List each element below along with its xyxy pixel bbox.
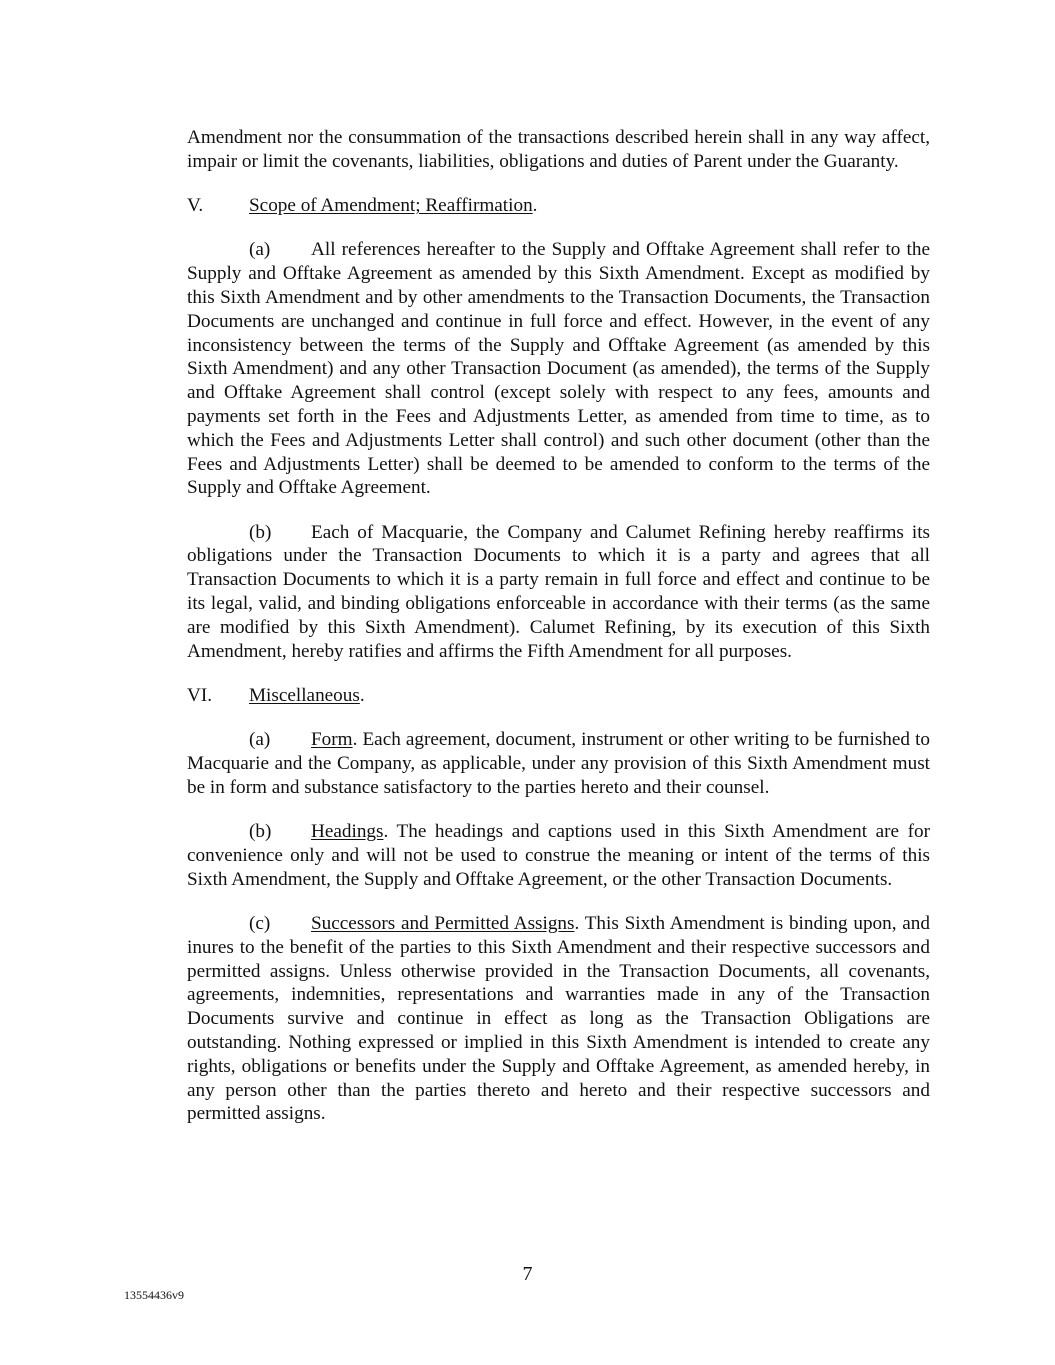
section-v-paragraph-b bbox=[187, 521, 930, 664]
paragraph-caption: Headings bbox=[311, 821, 384, 843]
paragraph-text: . Each agreement, document, instrument or other writing to be furnished to Macquarie and the Company, as applicable, under any provision of this Sixth Amendment must be in form and substance satisfactory to the parties hereto and their counsel. bbox=[187, 729, 930, 798]
section-vi-title: Miscellaneous bbox=[249, 684, 360, 706]
section-v-title: Scope of Amendment; Reaffirmation bbox=[249, 195, 533, 217]
section-v-heading bbox=[187, 194, 930, 218]
paragraph-label: (a) bbox=[249, 729, 271, 751]
paragraph-label: (b) bbox=[249, 821, 272, 843]
document-page bbox=[187, 126, 930, 1147]
section-vi-title-suffix: . bbox=[359, 684, 365, 706]
document-id: 13554436v9 bbox=[124, 1288, 184, 1302]
page-number: 7 bbox=[522, 1263, 533, 1285]
intro-paragraph: Amendment nor the consummation of the transactions described herein shall in any way affect, impair or limit the covenants, liabilities, obligations and duties of Parent under the Guaranty. bbox=[187, 127, 930, 172]
section-v-title-suffix: . bbox=[532, 195, 538, 217]
paragraph-label: (c) bbox=[249, 913, 271, 935]
paragraph-caption: Successors and Permitted Assigns bbox=[311, 913, 575, 935]
paragraph-label: (a) bbox=[249, 239, 271, 261]
paragraph-text: . This Sixth Amendment is binding upon, and inures to the benefit of the parties to this Sixth Amendment and their respective successors and permitted assigns. Unless otherwise provided in the Transaction Documents, all covenants, agreements, indemnities, representations and warranties made in any of the Transaction Documents survive and continue in effect as long as the Transaction Obligations are outstanding. Nothing expressed or implied in this Sixth Amendment is intended to create any rights, obligations or benefits under the Supply and Offtake Agreement, as amended hereby, in any person other than the parties thereto and hereto and their respective successors and permitted assigns. bbox=[187, 913, 930, 1125]
section-vi-paragraph-a bbox=[187, 728, 930, 799]
section-vi-number: VI. bbox=[187, 684, 213, 706]
paragraph-text: Each of Macquarie, the Company and Calumet Refining hereby reaffirms its obligations under the Transaction Documents to which it is a party and agrees that all Transaction Documents to which it is a party remain in full force and effect and continue to be its legal, valid, and binding obligations enforceable in accordance with their terms (as the same are modified by this Sixth Amendment). Calumet Refining, by its execution of this Sixth Amendment, hereby ratifies and affirms the Fifth Amendment for all purposes. bbox=[187, 521, 930, 662]
section-vi-paragraph-b bbox=[187, 820, 930, 891]
paragraph-label: (b) bbox=[249, 521, 272, 543]
paragraph-text: All references hereafter to the Supply and Offtake Agreement shall refer to the Supply and Offtake Agreement as amended by this Sixth Amendment. Except as modified by this Sixth Amendment and by other amendments to the Transaction Documents, the Transaction Documents are unchanged and continue in full force and effect. However, in the event of any inconsistency between the terms of the Supply and Offtake Agreement (as amended by this Sixth Amendment) and any other Transaction Document (as amended), the terms of the Supply and Offtake Agreement shall control (except solely with respect to any fees, amounts and payments set forth in the Fees and Adjustments Letter, as amended from time to time, as to which the Fees and Adjustments Letter shall control) and such other document (other than the Fees and Adjustments Letter) shall be deemed to be amended to conform to the terms of the Supply and Offtake Agreement. bbox=[187, 239, 930, 499]
section-vi-heading bbox=[187, 684, 930, 708]
section-v-number: V. bbox=[187, 195, 204, 217]
paragraph-caption: Form bbox=[311, 729, 353, 751]
section-v-paragraph-a bbox=[187, 238, 930, 500]
paragraph-text: . The headings and captions used in this Sixth Amendment are for convenience only and will not be used to construe the meaning or intent of the terms of this Sixth Amendment, the Supply and Offtake Agreement, or the other Transaction Documents. bbox=[187, 821, 930, 890]
section-vi-paragraph-c bbox=[187, 912, 930, 1126]
